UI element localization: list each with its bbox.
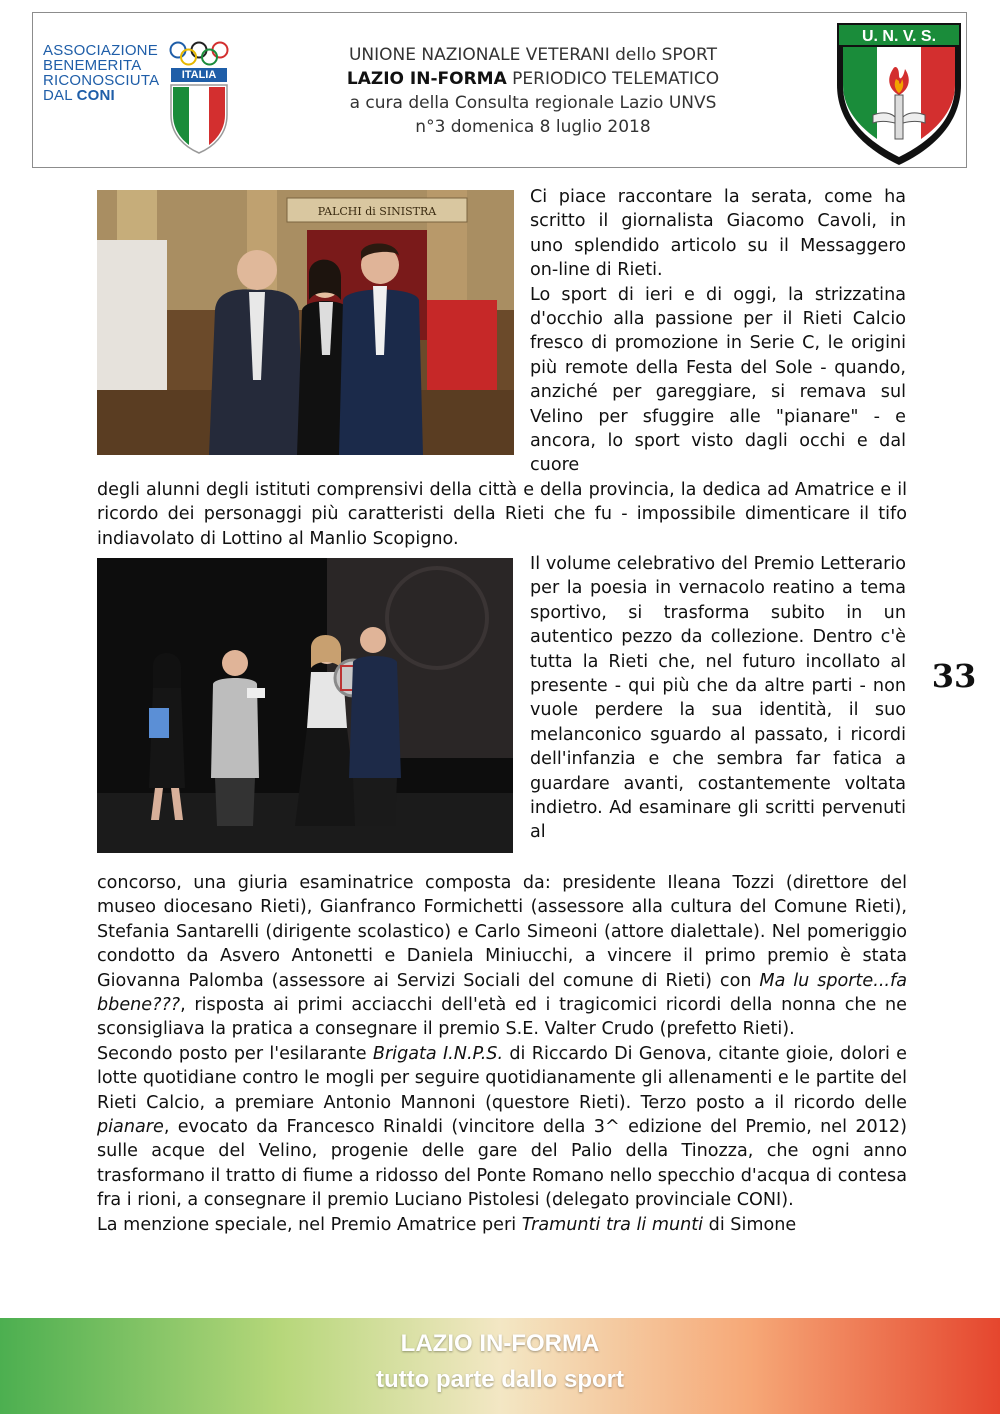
paragraph-special-mention: La menzione speciale, nel Premio Amatrice peri Tramunti tra li munti di Simone <box>97 1214 797 1235</box>
footer-subtitle: tutto parte dallo sport <box>376 1366 624 1393</box>
award-ceremony-photo-2 <box>97 558 513 853</box>
unvs-label: U. N. V. S. <box>861 28 937 45</box>
column-text-2 <box>530 552 906 845</box>
paragraph-sport-col: Lo sport di ieri e di oggi, la strizzatina d'occhio alla passione per il Rieti Calcio fresco di promozione in Serie C, le origini più remote della Festa del Sole - quando, anziché per gareggiare, si remava sul Velino per sfuggire alle "pianare" - e ancora, lo sport visto dagli occhi e dal cuore <box>530 284 906 476</box>
paragraph-sport-full: degli alunni degli istituti comprensivi della città e della provincia, la dedica ad Amatrice e il ricordo dei personaggi più caratteristi della Rieti che fu - impossibile dimenticare il tifo indiavolato di Lottino al Manlio Scopigno. <box>97 480 907 549</box>
masthead-line-1: UNIONE NAZIONALE VETERANI dello SPORT <box>348 45 718 65</box>
footer-title: LAZIO IN-FORMA <box>400 1330 600 1357</box>
unvs-shield-logo <box>833 19 965 169</box>
paragraph-second-place: Secondo posto per l'esilarante Brigata I.N.P.S. di Riccardo Di Genova, citante gioie, dolori e lotte quotidiane contro le mogli per seguire quotidianamente gli allenamenti e le partite del Rieti Calcio, a premiare Antonio Mannoni (questore Rieti). Terzo posto a il ricordo delle pianare, evocato da Francesco Rinaldi (vincitore della 3^ edizione del Premio, nel 2012) sulle acque del Velino, progenie delle gare del Palio della Tinozza, che ogni anno trasformano il tratto di fiume a ridosso del Ponte Romano nello specchio d'acqua di contesa fra i rioni, a consegnare il premio Luciano Pistolesi (delegato provinciale CONI). <box>97 1043 907 1211</box>
title-ma-lu-sporte: Ma lu sporte...fa bbene??? <box>97 970 908 1016</box>
article-body <box>97 871 907 1237</box>
masthead <box>32 12 967 168</box>
title-tramunti: Tramunti tra li munti <box>521 1214 704 1235</box>
masthead-line-4: n°3 domenica 8 luglio 2018 <box>415 117 651 137</box>
italian-shield-icon <box>169 83 229 155</box>
paragraph-volume-col: Il volume celebrativo del Premio Letterario per la poesia in vernacolo reatino a tema sportivo, si trasforma subito in un autentico pezzo da collezione. Dentro c'è tutta la Rieti che, nel futuro incollato al presente - qui più che da altre parti - non vuole perdere la sua identità, il suo melanconico sguardo al passato, i ricordi dell'infanzia e che sembra far fatica a guardare avanti, costantemente voltata indietro. Ad esaminare gli scritti pervenuti al <box>530 554 906 843</box>
masthead-text <box>263 43 803 139</box>
title-pianare: pianare <box>97 1117 164 1138</box>
paragraph-jury: concorso, una giuria esaminatrice composta da: presidente Ileana Tozzi (direttore del museo diocesano Rieti), Gianfranco Formichetti (assessore alla cultura del Comune Rieti), Stefania Santarelli (dirigente scolastico) e Carlo Simeoni (attore dialettale). Nel pomeriggio condotto da Asvero Antonetti e Daniela Miniucchi, a vincere il primo premio è stata Giovanna Palomba (assessore ai Servizi Sociali del comune di Rieti) con Ma lu sporte...fa bbene???, risposta ai primi acciacchi dell'età ed i tragicomici ricordi della nonna che ne sconsigliava la pratica a consegnare il premio S.E. Valter Crudo (prefetto Rieti). <box>97 873 908 1040</box>
olympic-rings-icon <box>168 41 230 67</box>
footer-banner <box>0 1318 1000 1414</box>
italia-label: ITALIA <box>171 68 227 82</box>
title-brigata-inps: Brigata I.N.P.S. <box>372 1043 504 1064</box>
masthead-line-2: LAZIO IN-FORMA PERIODICO TELEMATICO <box>346 69 720 89</box>
column-text-1 <box>530 185 906 478</box>
theatre-sign: PALCHI di SINISTRA <box>317 205 437 218</box>
page-number: 33 <box>931 657 977 695</box>
paragraph-intro: Ci piace raccontare la serata, come ha scritto il giornalista Giacomo Cavoli, in uno splendido articolo su il Messaggero on-line di Rieti. <box>530 187 906 281</box>
coni-logo-text: ASSOCIAZIONE BENEMERITA RICONOSCIUTA DAL CONI <box>43 42 160 104</box>
masthead-line-3: a cura della Consulta regionale Lazio UNVS <box>349 93 717 113</box>
award-ceremony-photo-1 <box>97 190 514 455</box>
